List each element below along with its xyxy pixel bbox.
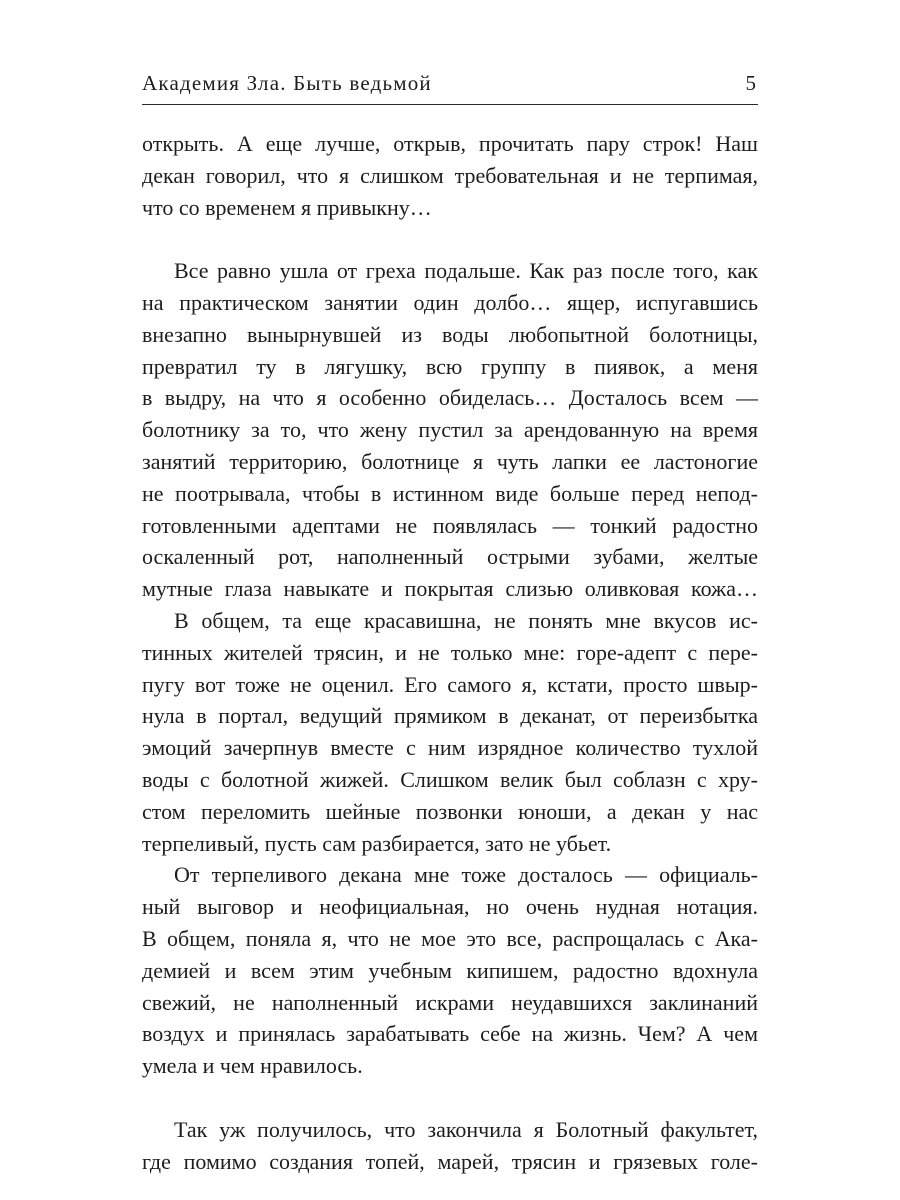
page-number: 5 (745, 71, 756, 95)
text-line: тинных жителей трясин, и не только мне: горе-адепт с пере- (142, 639, 758, 665)
text-line: нула в портал, ведущий прямиком в деканат, от переизбытка (142, 703, 758, 729)
text-line: В общем, поняла я, что не мое это все, распрощалась с Ака- (142, 925, 758, 951)
text-line: что со временем я привыкну… (142, 194, 432, 220)
section-break (142, 1082, 758, 1114)
text-line: воздух и принялась зарабатывать себе на жизнь. Чем? А чем (142, 1021, 758, 1047)
section-break (142, 223, 758, 255)
text-line: открыть. А еще лучше, открыв, прочитать пару строк! Наш (142, 131, 758, 156)
text-line: От терпеливого декана мне тоже досталось — официаль- (174, 862, 758, 888)
text-line: умела и чем нравилось. (142, 1053, 363, 1079)
text-line: свежий, не наполненный искрами неудавшихся заклинаний (142, 989, 758, 1015)
text-line: Все равно ушла от греха подальше. Как раз после того, как (174, 258, 758, 284)
text-line: болотнику за то, что жену пустил за арендованную на время (142, 417, 758, 443)
text-line: готовленными адептами не появлялась — тонкий радостно (142, 512, 758, 538)
text-line: воды с болотной жижей. Слишком велик был соблазн с хру- (142, 766, 758, 792)
text-line: на практическом занятии один долбо… ящер, испугавшись (142, 289, 758, 315)
text-line: В общем, та еще красавишна, не понять мне вкусов ис- (174, 607, 758, 633)
text-line: превратил ту в лягушку, всю группу в пиявок, а меня (142, 353, 758, 379)
text-line: пугу вот тоже не оценил. Его самого я, кстати, просто швыр- (142, 671, 758, 697)
text-line: терпеливый, пусть сам разбирается, зато не убьет. (142, 830, 612, 856)
text-line: в выдру, на что я особенно обиделась… Досталось всем — (142, 385, 758, 411)
text-line: стом переломить шейные позвонки юноши, а декан у нас (142, 798, 758, 824)
text-line: эмоций зачерпнув вместе с ним изрядное количество тухлой (142, 735, 758, 761)
text-line: ный выговор и неофициальная, но очень нудная нотация. (142, 894, 758, 920)
text-line: занятий территорию, болотнице я чуть лапки ее ластоногие (142, 448, 758, 474)
text-line: демией и всем этим учебным кипишем, радостно вдохнула (142, 957, 758, 983)
text-line: мутные глаза навыкате и покрытая слизью оливковая кожа… (142, 576, 758, 602)
text-line: декан говорил, что я слишком требовательная и не терпимая, (142, 162, 758, 188)
running-header (142, 68, 758, 105)
text-line: Так уж получилось, что закончила я Болотный факультет, (174, 1116, 758, 1142)
text-line: где помимо создания топей, марей, трясин и грязевых голе- (142, 1148, 758, 1174)
text-line: внезапно вынырнувшей из воды любопытной болотницы, (142, 321, 758, 347)
text-line: не поотрывала, чтобы в истинном виде больше перед непод- (142, 480, 758, 506)
running-title: Академия Зла. Быть ведьмой (142, 71, 432, 95)
body-text (142, 128, 758, 1177)
text-line: оскаленный рот, наполненный острыми зубами, желтые (142, 544, 758, 570)
